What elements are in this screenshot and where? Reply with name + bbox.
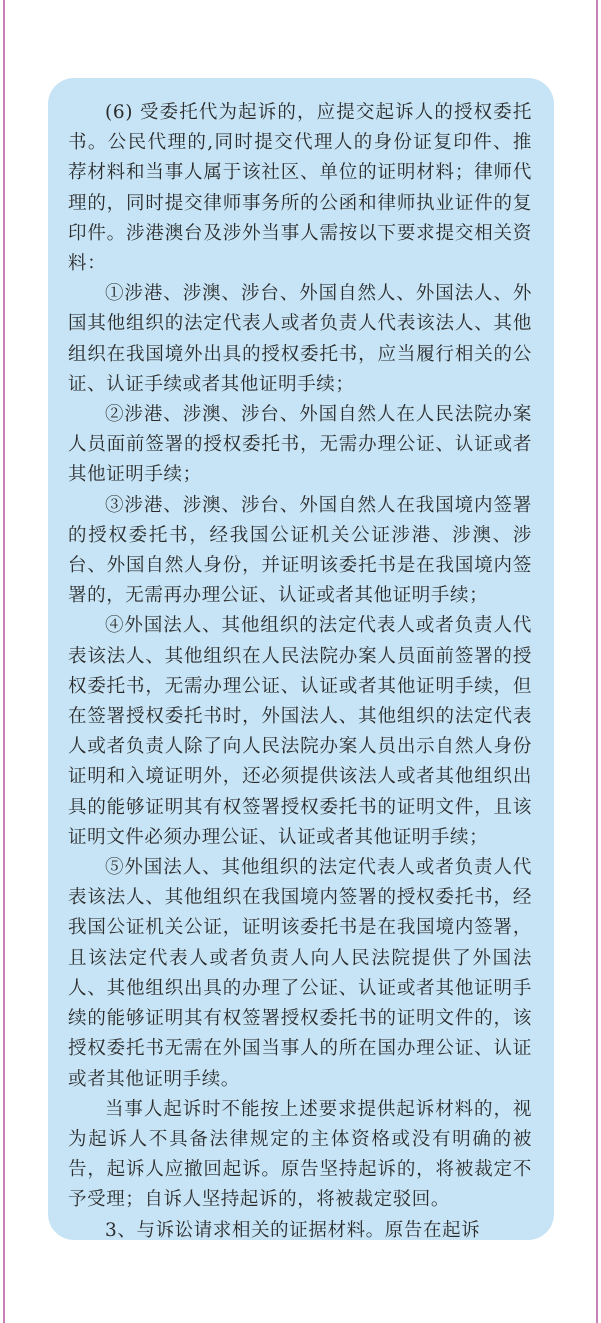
paragraph-item-4: ④外国法人、其他组织的法定代表人或者负责人代表该法人、其他组织在人民法院办案人员面前签署的授权委托书，无需办理公证、认证或者其他证明手续，但在签署授权委托书时，外国法人、其他组织的法定代表人或者负责人除了向人民法院办案人员出示自然人身份证明和入境证明外，还必须提供该法人或者其他组织出具的能够证明其有权签署授权委托书的证明文件，且该证明文件必须办理公证、认证或者其他证明手续； (68, 615, 532, 848)
page-border-right (596, 0, 598, 1323)
paragraph-item-3: ③涉港、涉澳、涉台、外国自然人在我国境内签署的授权委托书，经我国公证机关公证涉港、涉澳、涉台、外国自然人身份，并证明该委托书是在我国境内签署的，无需再办理公证、认证或者其他证明手续； (68, 494, 532, 607)
paragraph-item-5: ⑤外国法人、其他组织的法定代表人或者负责人代表该法人、其他组织在我国境内签署的授权委托书，经我国公证机关公证，证明该委托书是在我国境内签署，且该法定代表人或者负责人向人民法院提供了外国法人、其他组织出具的办理了公证、认证或者其他证明手续的能够证明其有权签署授权委托书的证明文件的，该授权委托书无需在外国当事人的所在国办理公证、认证或者其他证明手续。 (68, 857, 532, 1090)
paragraph-entrusted-litigation: (6) 受委托代为起诉的，应提交起诉人的授权委托书。公民代理的,同时提交代理人的身份证复印件、推荐材料和当事人属于该社区、单位的证明材料；律师代理的，同时提交律师事务所的公函和律师执业证件的复印件。涉港澳台及涉外当事人需按以下要求提交相关资料： (68, 102, 532, 275)
paragraph-withdrawal-notice: 当事人起诉时不能按上述要求提供起诉材料的，视为起诉人不具备法律规定的主体资格或没有明确的被告，起诉人应撤回起诉。原告坚持起诉的，将被裁定不予受理；自诉人坚持起诉的，将被裁定驳回。 (68, 1098, 532, 1211)
text-panel (48, 78, 554, 1240)
page-border-left (3, 0, 5, 1323)
paragraph-evidence-heading: 3、与诉讼请求相关的证据材料。原告在起诉 (105, 1219, 481, 1240)
paragraph-item-2: ②涉港、涉澳、涉台、外国自然人在人民法院办案人员面前签署的授权委托书，无需办理公证、认证或者其他证明手续； (68, 404, 532, 486)
paragraph-item-1: ①涉港、涉澳、涉台、外国自然人、外国法人、外国其他组织的法定代表人或者负责人代表该法人、其他组织在我国境外出具的授权委托书，应当履行相关的公证、认证手续或者其他证明手续； (68, 283, 532, 395)
